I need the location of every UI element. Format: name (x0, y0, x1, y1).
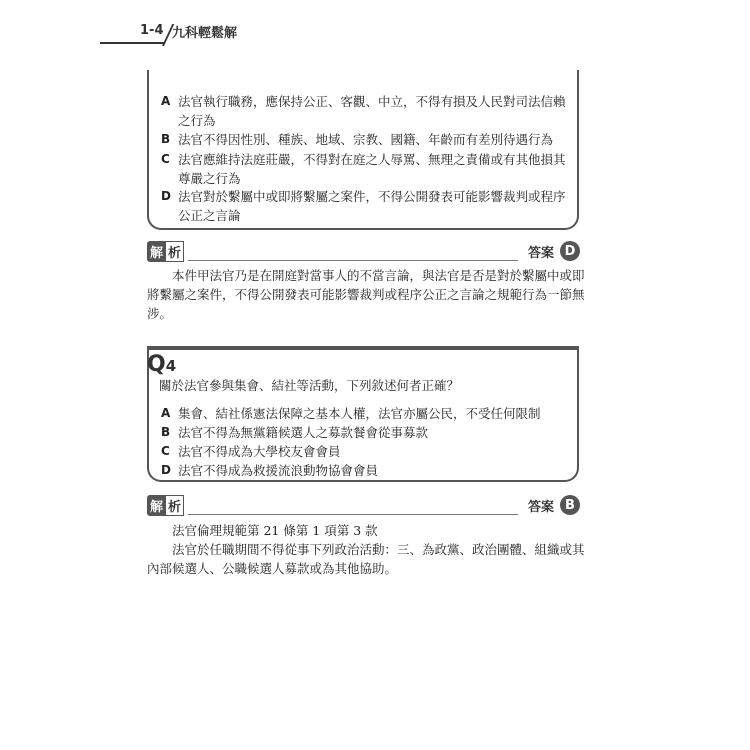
option-letter: D (161, 189, 171, 203)
option-letter: B (161, 132, 171, 146)
option-text: 法官不得成為大學校友會會員 (178, 444, 341, 459)
analysis-tag-right: 析 (166, 495, 184, 516)
question-4-label (147, 352, 176, 377)
question-4-box (147, 346, 579, 482)
explanation-citation: 法官倫理規範第 21 條第 1 項第 3 款 (172, 523, 378, 538)
answer-block (528, 240, 580, 262)
analysis-tag-left: 解 (147, 241, 166, 262)
option-d (161, 461, 573, 480)
analysis-rule (188, 260, 518, 261)
option-c (161, 442, 573, 461)
option-b (161, 423, 573, 442)
option-text: 法官不得為無黨籍候選人之募款餐會從事募款 (178, 425, 429, 440)
option-c (161, 150, 573, 188)
option-a (161, 92, 573, 130)
option-text: 法官對於繫屬中或即將繫屬之案件，不得公開發表可能影響裁判或程序公正之言論 (178, 189, 566, 223)
option-text: 法官不得成為救援流浪動物協會會員 (178, 463, 379, 478)
explanation-text: 本件甲法官乃是在開庭對當事人的不當言論，與法官是否是對於繫屬中或即將繫屬之案件，不得公開發表可能影響裁判或程序公正之言論之規範行為一節無涉。 (147, 268, 585, 321)
option-letter: B (161, 425, 171, 439)
analysis-rule (188, 514, 518, 515)
question-4-stem: 關於法官參與集會、結社等活動，下列敘述何者正確？ (159, 378, 460, 393)
explanation-text: 法官於任職期間不得從事下列政治活動：三、為政黨、政治團體、組織或其內部候選人、公職候選人募款或為其他協助。 (147, 542, 585, 576)
option-letter: D (161, 463, 171, 477)
analysis-tag (147, 494, 184, 516)
answer-letter: D (560, 241, 580, 261)
option-b (161, 130, 573, 149)
option-a (161, 404, 573, 423)
page-number: 1-4 (140, 23, 164, 38)
option-letter: A (161, 406, 171, 420)
chapter-title: 九科輕鬆解 (172, 26, 238, 41)
analysis-tag (147, 240, 184, 262)
option-text: 集會、結社係憲法保障之基本人權，法官亦屬公民，不受任何限制 (178, 406, 541, 421)
header-rule (100, 42, 164, 44)
question-3-box (147, 70, 579, 230)
answer-block (528, 494, 580, 516)
answer-letter: B (560, 495, 580, 515)
option-text: 法官應維持法庭莊嚴，不得對在庭之人辱罵、無理之責備或有其他損其尊嚴之行為 (178, 152, 566, 186)
answer-label: 答案 (528, 245, 555, 261)
option-d (161, 187, 573, 225)
question-number: 4 (165, 357, 177, 375)
option-letter: C (161, 152, 170, 166)
analysis-tag-right: 析 (166, 241, 184, 262)
answer-label: 答案 (528, 499, 555, 515)
option-letter: C (161, 444, 170, 458)
option-text: 法官執行職務，應保持公正、客觀、中立，不得有損及人民對司法信賴之行為 (178, 94, 566, 128)
option-text: 法官不得因性別、種族、地域、宗教、國籍、年齡而有差別待遇行為 (178, 132, 554, 147)
question-letter: Q (147, 352, 166, 377)
option-letter: A (161, 94, 171, 108)
page-header (100, 18, 700, 46)
analysis-tag-left: 解 (147, 495, 166, 516)
